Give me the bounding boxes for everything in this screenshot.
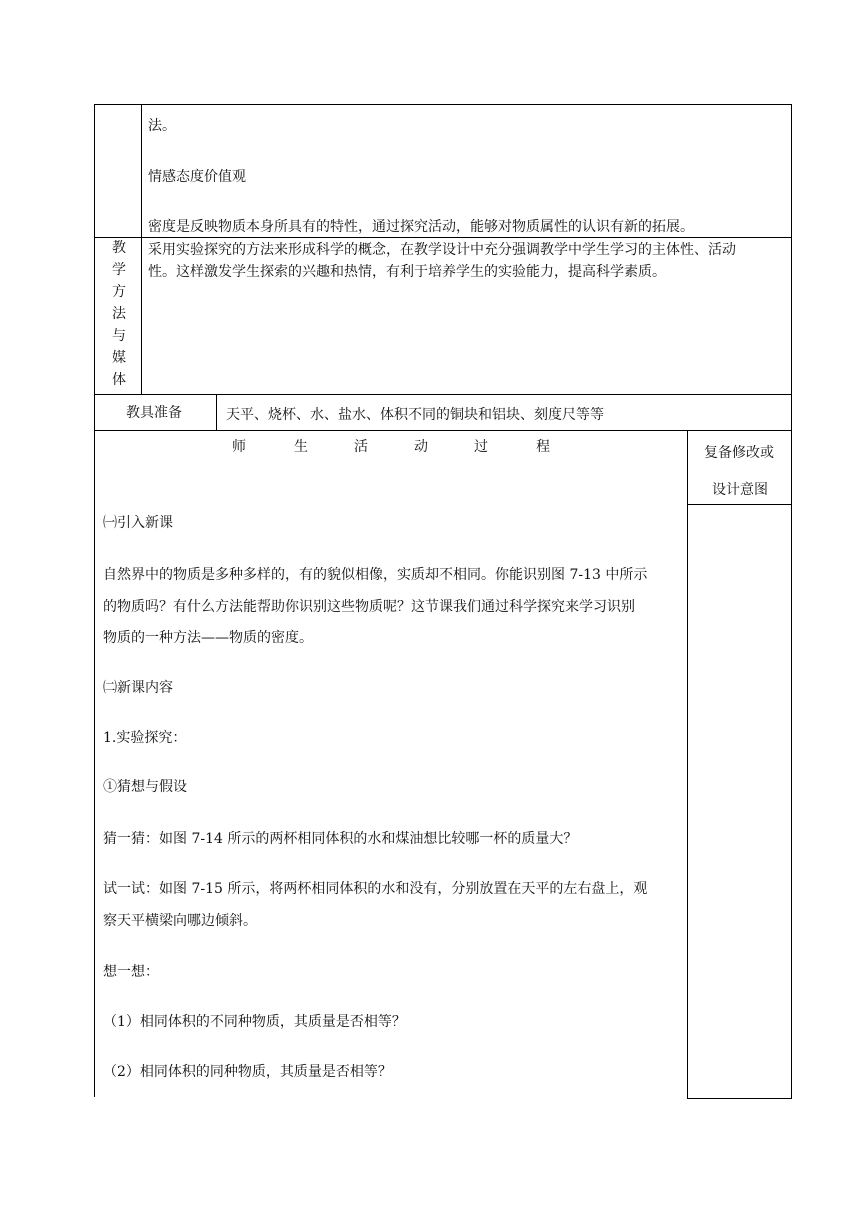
process-heading-char: 活 bbox=[354, 439, 368, 455]
process-heading-char: 生 bbox=[294, 439, 308, 455]
method-label-char: 法 bbox=[112, 306, 126, 322]
side-header-line: 复备修改或 bbox=[704, 445, 774, 461]
new-content-heading: ㈡新课内容 bbox=[103, 680, 173, 696]
intro-heading: ㈠引入新课 bbox=[103, 515, 173, 531]
guess-text: 猜一猜：如图 7-14 所示的两杯相同体积的水和煤油想比较哪一杯的质量大？ bbox=[103, 831, 578, 847]
emotion-text: 密度是反映物质本身所具有的特性，通过探究活动，能够对物质属性的认识有新的拓展。 bbox=[148, 219, 694, 235]
process-heading-char: 师 bbox=[232, 439, 246, 455]
side-column-bottom bbox=[687, 1098, 792, 1099]
label-column-divider bbox=[141, 104, 142, 394]
equipment-label: 教具准备 bbox=[126, 405, 182, 421]
method-label-char: 媒 bbox=[112, 350, 126, 366]
table-right-border bbox=[791, 104, 792, 1099]
method-text-line: 性。这样激发学生探索的兴趣和热情，有利于培养学生的实验能力，提高科学素质。 bbox=[148, 264, 666, 280]
intro-paragraph-line: 物质的一种方法——物质的密度。 bbox=[103, 630, 313, 646]
method-label-char: 与 bbox=[112, 328, 126, 344]
question-item: （1）相同体积的不同种物质，其质量是否相等？ bbox=[103, 1014, 406, 1030]
process-heading-char: 动 bbox=[414, 439, 428, 455]
question-item: （2）相同体积的同种物质，其质量是否相等？ bbox=[103, 1064, 392, 1080]
objectives-text-line: 法。 bbox=[148, 118, 176, 134]
method-label-char: 方 bbox=[112, 284, 126, 300]
method-text-line: 采用实验探究的方法来形成科学的概念，在教学设计中充分强调教学中学生学习的主体性、活动 bbox=[148, 242, 736, 258]
try-text-line: 试一试：如图 7-15 所示，将两杯相同体积的水和没有，分别放置在天平的左右盘上，观 bbox=[103, 881, 648, 897]
table-top-border bbox=[94, 104, 792, 105]
equipment-column-divider bbox=[216, 394, 217, 430]
method-label-char: 体 bbox=[112, 372, 126, 388]
sub-hypothesis: ①猜想与假设 bbox=[103, 779, 187, 795]
process-heading-char: 过 bbox=[474, 439, 488, 455]
try-text-line: 察天平横梁向哪边倾斜。 bbox=[103, 913, 257, 929]
method-label-char: 教 bbox=[112, 240, 126, 256]
intro-paragraph-line: 自然界中的物质是多种多样的，有的貌似相像，实质却不相同。你能识别图 7-13 中所示 bbox=[103, 567, 648, 583]
equipment-text: 天平、烧杯、水、盐水、体积不同的铜块和铝块、刻度尺等等 bbox=[226, 407, 604, 423]
side-header-divider bbox=[687, 504, 792, 505]
think-heading: 想一想： bbox=[103, 964, 159, 980]
side-column-divider bbox=[687, 430, 688, 1099]
intro-paragraph-line: 的物质吗？有什么方法能帮助你识别这些物质呢？这节课我们通过科学探究来学习识别 bbox=[103, 599, 635, 615]
row-divider-objectives bbox=[94, 237, 792, 238]
emotion-heading: 情感态度价值观 bbox=[148, 169, 246, 185]
process-heading-char: 程 bbox=[536, 439, 550, 455]
method-label-char: 学 bbox=[112, 262, 126, 278]
side-header-line: 设计意图 bbox=[712, 482, 768, 498]
row-divider-method bbox=[94, 394, 792, 395]
table-left-border bbox=[94, 104, 95, 1097]
item-experiment: 1.实验探究： bbox=[103, 730, 187, 746]
